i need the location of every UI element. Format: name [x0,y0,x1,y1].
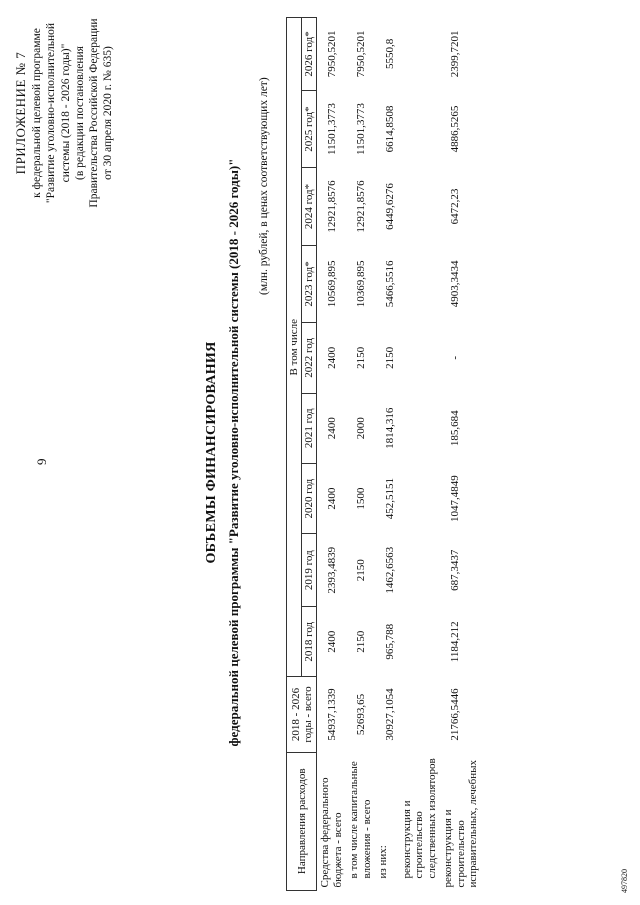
col-header-year: 2022 год [302,323,317,393]
cell: 1500 [355,487,367,510]
cell: 5466,5516 [384,260,396,308]
document-id: 497820 [620,869,629,893]
cell [399,393,441,463]
cell [399,245,441,322]
cell: 10569,895 [326,260,338,308]
appendix-line: системы (2018 - 2026 годы)" [59,43,72,183]
row-label: реконструкция и строительство исправительных, лечебных [442,760,479,888]
cell: 2150 [355,559,367,582]
cell: 2400 [326,630,338,653]
appendix-title: ПРИЛОЖЕНИЕ № 7 [13,51,28,175]
cell: 10369,895 [355,260,367,308]
appendix-line: "Развитие уголовно-исполнительной [45,22,58,204]
appendix-line: от 30 апреля 2020 г. № 635) [102,46,115,180]
cell: 2400 [326,346,338,369]
units-note: (млн. рублей, в ценах соответствующих лет) [258,77,270,295]
cell: 7950,5201 [326,30,338,78]
cell: 5550,8 [384,38,396,70]
cell: 11501,3773 [355,103,367,155]
cell [399,607,441,677]
cell: 54937,1339 [326,688,338,741]
cell: 1814,316 [384,407,396,449]
col-header-year: 2025 год* [302,90,317,167]
col-header-including: В том числе [287,18,302,677]
table-row [346,18,375,891]
cell: 2400 [326,487,338,510]
col-header-year: 2018 год [302,607,317,677]
cell: 965,788 [384,623,396,660]
appendix-line: к федеральной целевой программе [31,28,44,198]
table-row [440,18,482,891]
cell: 2000 [355,417,367,440]
cell: 6449,6276 [384,183,396,230]
cell: 2150 [355,630,367,653]
cell [399,323,441,393]
cell: 2150 [384,346,396,369]
cell: 12921,8576 [326,180,338,233]
cell [399,18,441,91]
col-header-year: 2024 год* [302,168,317,245]
cell: 2400 [326,417,338,440]
cell: 2399,7201 [449,30,461,78]
page-number: 9 [34,458,49,465]
cell: 52693,65 [355,693,367,736]
financing-table [286,17,482,891]
appendix-block [14,13,115,213]
table-row [375,18,399,891]
col-header-direction: Направления расходов [287,752,317,890]
cell: 687,3437 [449,549,461,591]
cell: 30927,1054 [384,688,396,741]
cell: 6472,23 [449,188,461,225]
cell: 11501,3773 [326,103,338,155]
cell [399,168,441,245]
cell [399,677,441,752]
cell [399,534,441,607]
cell [399,90,441,167]
cell: 4903,3434 [449,260,461,308]
cell: 1184,212 [449,621,461,663]
col-header-year: 2026 год* [302,18,317,91]
cell: 1047,4849 [449,475,461,522]
appendix-line: Правительства Российской Федерации [88,18,101,208]
cell [399,463,441,533]
cell: 185,684 [449,410,461,447]
col-header-year: 2019 год [302,534,317,607]
cell: 6614,8508 [384,105,396,153]
cell: 2150 [355,346,367,369]
cell: 1462,6563 [384,546,396,594]
col-header-year: 2021 год [302,393,317,463]
table-row [317,18,347,891]
col-header-total: 2018 - 2026 годы - всего [287,677,317,752]
cell: - [449,356,461,360]
cell: 2393,4839 [326,546,338,594]
col-header-year: 2023 год* [302,245,317,322]
row-label: Средства федерального бюджета - всего [319,777,344,888]
row-label: из них: [377,845,389,879]
table-header-row [287,18,302,891]
cell: 7950,5201 [355,30,367,78]
cell: 21766,5446 [449,688,461,741]
row-label: в том числе капитальные вложения - всего [348,761,373,879]
document-title: ОБЪЕМЫ ФИНАНСИРОВАНИЯ [204,341,219,564]
cell: 4886,5265 [449,105,461,153]
row-label: реконструкция и строительство следственных изоляторов [400,758,438,879]
cell: 12921,8576 [355,180,367,233]
document-subtitle: федеральной целевой программы "Развитие уголовно-исполнительной системы (2018 - 2026 годы)" [226,158,241,747]
appendix-line: (в редакции постановления [73,46,86,180]
col-header-year: 2020 год [302,463,317,533]
cell: 452,5151 [384,478,396,520]
table-row [399,18,441,891]
